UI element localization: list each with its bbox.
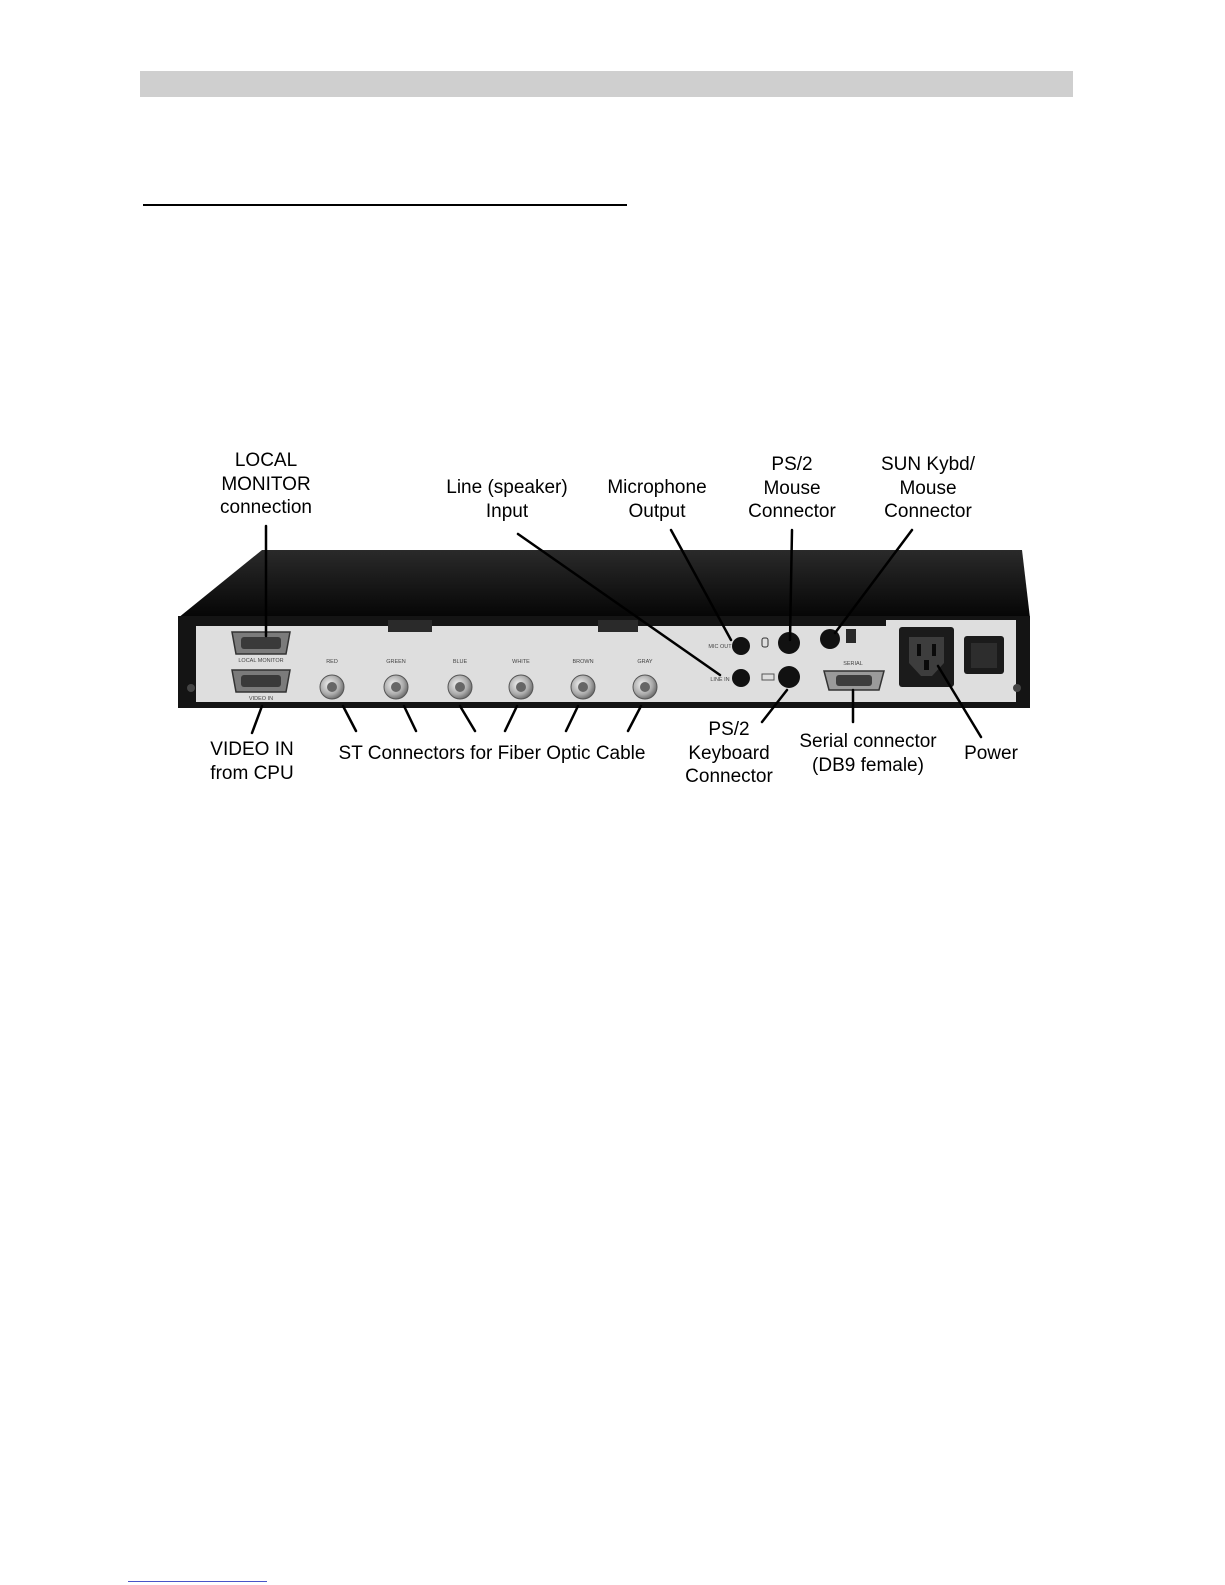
power-switch [964, 636, 1004, 674]
chassis-top [178, 550, 1030, 618]
callout-local-monitor: LOCAL MONITOR connection [220, 450, 312, 518]
callout-ps2-mouse: PS/2 Mouse Connector [748, 454, 836, 522]
panel-label-serial: SERIAL [843, 661, 863, 667]
callout-mic-output: Microphone Output [607, 477, 707, 522]
panel-label-local-monitor: LOCAL MONITOR [238, 658, 284, 664]
callout-sun-kybd-mouse: SUN Kybd/ Mouse Connector [881, 454, 975, 522]
serial-db9-port [824, 671, 884, 690]
panel-label-brown: BROWN [572, 659, 594, 665]
line-in-jack [732, 669, 750, 687]
local-monitor-port [232, 632, 290, 654]
panel-label-red: RED [326, 659, 338, 665]
st-connector-white [509, 675, 533, 699]
st-connector-blue [448, 675, 472, 699]
panel-label-mic-out: MIC OUT [708, 644, 732, 650]
ps2-keyboard-port [778, 666, 800, 688]
video-in-port [232, 670, 290, 692]
st-connector-brown [571, 675, 595, 699]
footer-link-underline [128, 1581, 267, 1582]
callout-serial: Serial connector (DB9 female) [799, 731, 937, 776]
callout-line-input: Line (speaker) Input [446, 477, 568, 522]
rear-panel-plate [196, 620, 1016, 702]
st-connector-gray [633, 675, 657, 699]
st-connector-red [320, 675, 344, 699]
callout-ps2-keyboard: PS/2 Keyboard Connector [685, 719, 773, 787]
panel-label-green: GREEN [386, 659, 406, 665]
panel-label-video-in: VIDEO IN [248, 696, 274, 702]
st-connector-green [384, 675, 408, 699]
callout-video-in: VIDEO IN from CPU [210, 739, 294, 784]
callout-power: Power [964, 743, 1018, 764]
panel-label-line-in: LINE IN [710, 677, 730, 683]
callout-st-connectors: ST Connectors for Fiber Optic Cable [338, 743, 646, 764]
panel-label-gray: GRAY [637, 659, 653, 665]
panel-label-blue: BLUE [452, 659, 468, 665]
panel-label-white: WHITE [512, 659, 530, 665]
mic-out-jack [732, 637, 750, 655]
